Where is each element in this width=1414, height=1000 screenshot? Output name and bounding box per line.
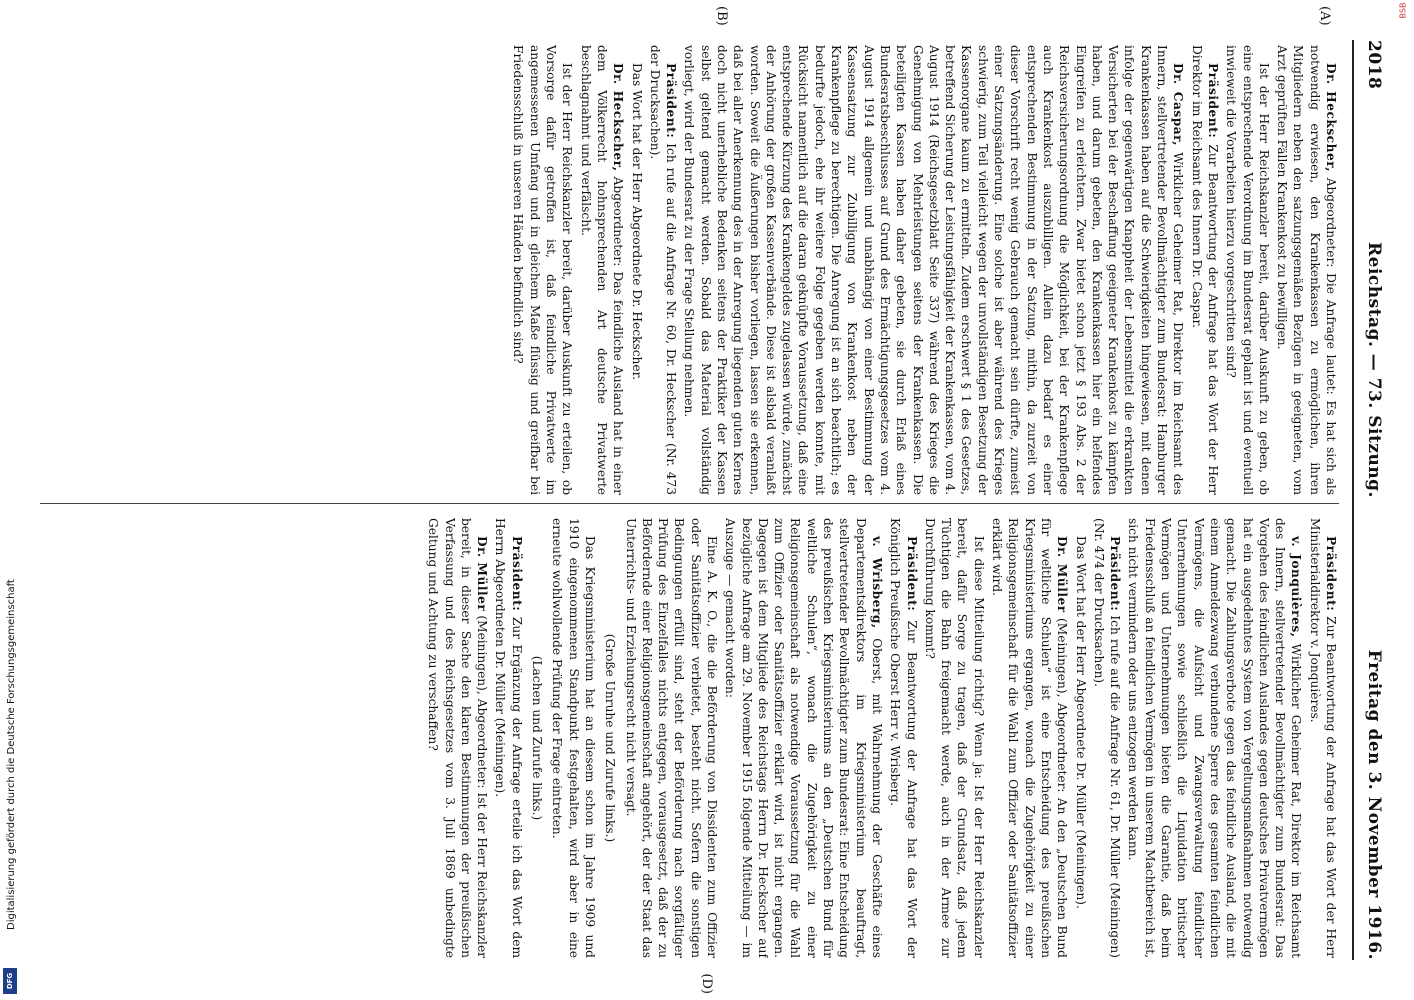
paragraph-text: Das Wort hat der Herr Abgeordnete Dr. Heckscher. <box>629 63 644 380</box>
margin-mark-a: (A) <box>1317 6 1332 26</box>
interjection <box>529 518 545 958</box>
paragraph <box>549 518 598 958</box>
paragraph <box>1125 518 1304 958</box>
speaker-name: Dr. Caspar, <box>1171 63 1186 146</box>
speaker-name: Dr. Müller <box>475 536 490 612</box>
paragraph <box>1188 45 1221 495</box>
speaker-name: Dr. Müller <box>1055 536 1070 613</box>
paragraph <box>622 518 720 958</box>
paragraph <box>989 518 1070 958</box>
bsb-watermark: BSB <box>1398 2 1408 19</box>
margin-mark-b: (B) <box>714 6 729 26</box>
paragraph-text: Eine A. K. O., die die Beförderung von Dissidenten zum Offizier oder Sanitätsoffizier verbietet, besteht nicht. Sofern die sonstigen Bedingungen erfüllt sind, steht der Beförderung nach sorgfältiger Prüfung des Einzelfalles nichts entgegen, vorausgesetzt, daß der zu Befördernde einer Religionsgemeinschaft angehört, der der Staat das Unterrichts- und Erziehungsrecht nicht versagt. <box>623 518 720 958</box>
speaker-name: Präsident: <box>1108 536 1123 612</box>
paragraph-text: Wirklicher Geheimer Rat, Direktor im Reichsamt des Innern, stellvertretender Bevollmächtigter zum Bundesrat: Hamburger Krankenkassen haben auf die Schwierigkeiten hingewiesen, mit denen infolge der gegenwärtigen Knappheit der Lebensmittel die erkrankten Versicherten bei der Beschaffung geeigneter Krankenkost zu kämpfen haben, und darum gebeten, den Krankenkassen hier ein helfendes Eingreifen zu erleichtern. Zwar bietet schon jetzt § 193 Abs. 2 der Reichsversicherungsordnung die Möglichkeit, bei der Krankenpflege auch Krankenkost auszubilligen. Allein dazu bedarf es einer entsprechenden Bestimmung in der Satzung, mithin, da zurzeit von dieser Vorschrift recht wenig Gebrauch gemacht sein dürfte, zumeist einer Satzungsänderung. Eine solche ist aber während des Krieges schwierig, zum Teil vielleicht wegen der unvollständigen Besetzung der Kassenorgane kaum zu ermitteln. Zudem erschwert § 1 des Gesetzes, betreffend Sicherung der Leistungsfähigkeit der Krankenkassen, vom 4. August 1914 (Reichsgesetzblatt Seite 337) während des Krieges die Genehmigung von Mehrleistungen seitens der Krankenkassen. Die beteiligten Kassen haben daher gebeten, sie durch Erlaß eines Bundesratsbeschlusses auf Grund des Ermächtigungsgesetzes vom 4. August 1914 allgemein und unabhängig von einer Bestimmung der Kassensatzung zur Zubilligung von Krankenkost neben der Krankenpflege zu berechtigen. Die Anregung ist an sich beachtlich; es bedurfte jedoch, ehe ihr weitere Folge gegeben werden konnte, mit Rücksicht namentlich auf die daran geknüpfte Voraussetzung, daß eine entsprechende Kürzung des Krankengeldes zugelassen würde, zunächst der Anhörung der großen Kassenverbände. Diese ist alsbald veranlaßt worden. Soweit die Äußerungen bisher vorliegen, lassen sie erkennen, daß bei aller Anerkennung des in der Anregung liegenden guten Kernes doch nicht unerhebliche Bedenken seitens der Praktiker der Kassen selbst geltend gemacht werden. Sobald das Material vollständig vorliegt, wird der Bundesrat zu der Frage Stellung nehmen. <box>682 45 1186 495</box>
speaker-name: Dr. Heckscher, <box>1324 63 1338 172</box>
page-header <box>1352 40 1384 960</box>
paragraph <box>1306 518 1339 958</box>
paragraph <box>425 518 490 958</box>
paragraph-text: Zur Beantwortung der Anfrage hat das Wort der Königlich Preußische Oberst Herr v. Wrisberg. <box>888 518 919 958</box>
paragraph <box>577 45 626 495</box>
paragraph-text: (Meiningen), Abgeordneter: An den „Deutschen Bund für weltliche Schulen“ ist eine Entscheidung des preußischen Kriegsministeriums ergangen, wonach die Zugehörigkeit zu einer Religionsgemeinschaft für die Wahl zum Offizier oder Sanitätsoffizier erklärt wird. <box>990 518 1070 958</box>
paragraph <box>1091 518 1124 958</box>
speaker-name: v. Jonquières, <box>1289 536 1304 638</box>
paragraph-text: Ich rufe auf die Anfrage Nr. 61, Dr. Müller (Meiningen) (Nr. 474 der Drucksachen). <box>1091 518 1123 958</box>
paragraph <box>492 518 525 958</box>
paragraph-text: (Große Unruhe und Zurufe links.) <box>603 633 618 843</box>
speaker-name: Präsident: <box>509 536 524 612</box>
speaker-name: Präsident: <box>1324 536 1338 612</box>
paragraph-text: Das Wort hat der Herr Abgeordnete Dr. Müller (Meiningen). <box>1073 536 1088 909</box>
right-column <box>70 518 1339 958</box>
speaker-name: Präsident: <box>904 536 919 612</box>
dfg-logo: DFG <box>3 968 17 994</box>
paragraph-text: (Meiningen), Abgeordneter: Ist der Herr Reichskanzler bereit, in dieser Sache den klaren Bestimmungen der preußischen Verfassung und des Reichsgesetzes vom 3. Juli 1869 unbedingte Geltung und Achtung zu verschaffen? <box>426 518 490 958</box>
paragraph <box>510 45 575 495</box>
paragraph-text: Ist der Herr Reichskanzler bereit, darüber Auskunft zu erteilen, ob Vorsorge dafür getroffen ist, daß feindliche Privatwerte im angemessenen Umfang und in gleichem Maße flüssig und greifbar bei Friedensschluß in unseren Händen befindlich sind? <box>511 45 575 495</box>
paragraph <box>681 45 1186 495</box>
paragraph-text: Abgeordneter: Die Anfrage lautet: Es hat sich als notwendig erwiesen, den Krankenkassen zu ermöglichen, ihren Mitgliedern neben den satzungsgemäßen Bezügen in geeigneten, vom Arzt geprüften Fällen Krankenkost zu bewilligen. <box>1275 45 1338 495</box>
page-title: Reichstag. — 73. Sitzung. <box>1364 242 1384 498</box>
paragraph-text: Ist der Herr Reichskanzler bereit, darüber Auskunft zu geben, ob eine entsprechende Verordnung im Bundesrat geplant ist und eventuell inwieweit die Vorarbeiten hierzu vorgeschritten sind? <box>1224 45 1271 495</box>
paragraph-text: Zur Beantwortung der Anfrage hat das Wort der Herr Direktor im Reichsamt des Innern Dr. Caspar. <box>1189 45 1220 495</box>
session-date: Freitag den 3. November 1916. <box>1364 649 1384 960</box>
paragraph-text: Oberst, mit Wahrnehmung der Geschäfte eines Departementsdirektors im Kriegsministerium beauftragt, stellvertretender Bevollmächtigter zum Bundesrat: Eine Entscheidung des preußischen Kriegsministeriums an den „Deutschen Bund für weltliche Schulen“, wonach die Zugehörigkeit zu einer Religionsgemeinschaft als notwendige Voraussetzung für die Wahl zum Offizier oder Sanitätsoffizier erklärt wird, ist nicht ergangen. Dagegen ist dem Mitgliede des Reichstags Herrn Dr. Heckscher auf bezügliche Anfrage am 29. November 1915 folgende Mitteilung — im Auszuge — gemacht worden: <box>723 518 884 958</box>
paragraph-text: Ich rufe auf die Anfrage Nr. 60, Dr. Heckscher (Nr. 473 der Drucksachen). <box>647 45 679 495</box>
paragraph <box>922 518 987 958</box>
speaker-name: Präsident: <box>664 63 679 139</box>
paragraph <box>628 45 644 495</box>
speaker-name: Dr. Heckscher, <box>611 63 626 172</box>
speaker-name: v. Wrisberg, <box>869 536 884 629</box>
paragraph <box>647 45 680 495</box>
left-column <box>70 45 1339 495</box>
paragraph-text: Zur Beantwortung der Anfrage hat das Wort der Herr Ministerialdirektor v. Jonquières. <box>1307 518 1338 958</box>
paragraph-text: Ist diese Mitteilung richtig? Wenn ja: Ist der Herr Reichskanzler bereit, dafür Sorge zu tragen, daß der Grundsatz, daß jedem Tüchtigen die Bahn freigemacht werde, auch in der Armee zur Durchführung kommt? <box>922 518 986 958</box>
paragraph <box>1223 45 1272 495</box>
paragraph-text: Wirklicher Geheimer Rat, Direktor im Reichsamt des Innern, stellvertretender Bevollmächtigter zum Bundesrat: Das Vorgehen des feindlichen Auslandes gegen deutsches Privatvermögen hat ein ausgedehntes System von Vergeltungsmaßnahmen notwendig gemacht. Die Zahlungsverbote gegen das feindliche Ausland, die mit einem Anmeldezwang verbundene Sperre des gesamten feindlichen Vermögens, die Aufsicht und Zwangsverwaltung feindlicher Unternehmungen sowie schließlich die Liquidation britischer Vermögen und Unternehmungen bieten die Garantie, daß beim Friedensschluß an feindlichen Vermögen in unserem Machtbereich ist, sich nicht vermindern oder uns entzogen werden kann. <box>1126 518 1304 958</box>
digitization-credit: Digitalisierung gefördert durch die Deutsche Forschungsgemeinschaft <box>6 579 17 930</box>
page-number: 2018 <box>1364 40 1384 90</box>
interjection <box>602 518 618 958</box>
paragraph-text: Abgeordneter: Das feindliche Ausland hat in einer dem Völkerrecht hohnsprechenden Art deutsche Privatwerte beschlagnahmt und verfälscht. <box>578 45 626 495</box>
paragraph <box>1072 518 1088 958</box>
paragraph <box>1274 45 1339 495</box>
paragraph <box>887 518 920 958</box>
column-divider <box>40 503 1339 504</box>
margin-mark-d: (D) <box>699 973 714 994</box>
paragraph-text: Zur Ergänzung der Anfrage erteile ich das Wort dem Herrn Abgeordneten Dr. Müller (Meiningen). <box>493 518 524 958</box>
paragraph <box>722 518 885 958</box>
paragraph-text: (Lachen und Zurufe links.) <box>530 655 545 821</box>
paragraph-text: Das Kriegsministerium hat an diesem schon im Jahre 1909 und 1910 eingenommenen Standpunkt festgehalten, wird aber in eine erneute wohlwollende Prüfung der Frage eintreten. <box>550 518 597 958</box>
speaker-name: Präsident: <box>1205 63 1220 139</box>
